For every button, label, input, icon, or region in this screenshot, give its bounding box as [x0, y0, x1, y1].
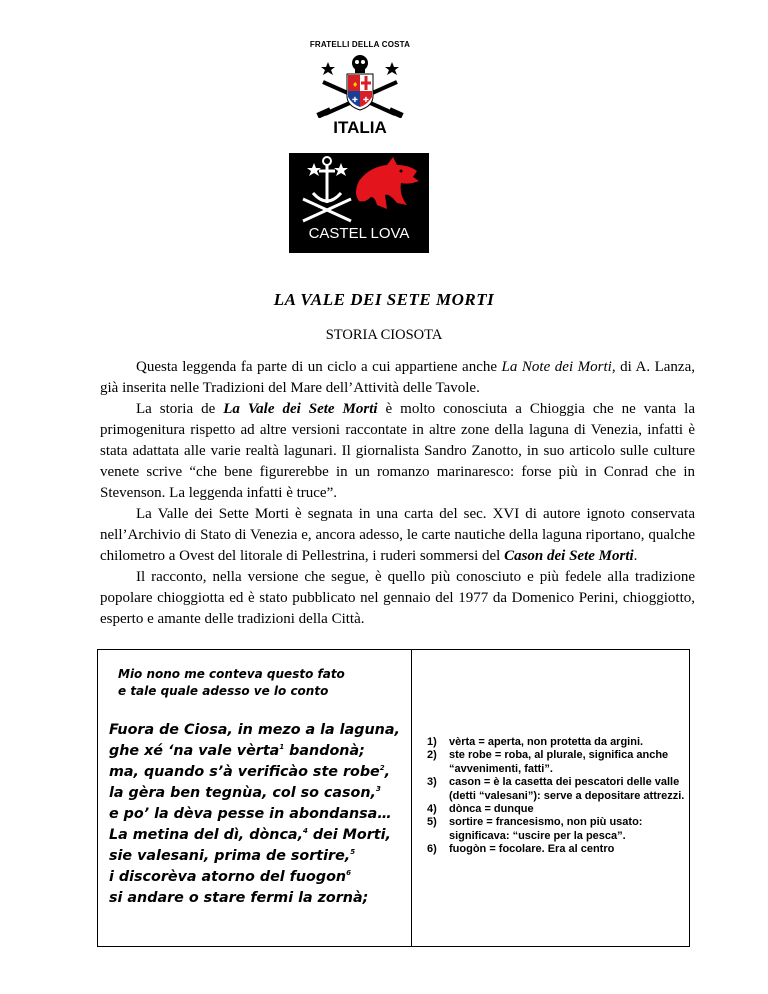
fratelli-della-costa-emblem	[300, 40, 420, 140]
verse-line: sie valesani, prima de sortire,$^5$	[109, 848, 356, 864]
footnote: 6) fuogòn = focolare. Era al centro	[427, 843, 615, 856]
skull-crossed-oars-shield-icon	[315, 52, 405, 118]
paragraph-2: La storia de La Vale dei Sete Morti è molto conosciuta a Chioggia che ne vanta la primogenitura rispetto ad altre versioni raccontate in altre zone della laguna di Venezia, infatti è stata adattata alle varie realtà lagunari. Il giornalista Sandro Zanotto, in suo articolo sulle culture venete scrive “che bene figurerebbe in un romanzo marinaresco: forse più in Conrad che in Stevenson. La leggenda infatti è truce”.	[100, 401, 695, 501]
emblem-header: FRATELLI DELLA COSTA	[309, 40, 411, 49]
verse-line: la gèra ben tegnùa, col so cason,$^3$	[109, 785, 381, 801]
footnote: 5) sortire = francesismo, non più usato: significava: “uscire per la pesca”.	[427, 816, 643, 842]
italic-title: La Vale dei Sete Morti	[223, 401, 378, 417]
story-body	[100, 357, 695, 630]
anchor-and-wolf-icon	[289, 153, 429, 225]
page-subtitle: STORIA CIOSOTA	[325, 327, 443, 343]
verse-line: si andare o stare fermi la zornà;	[109, 890, 369, 906]
verse-line: i discorèva atorno del fuogon$^6$	[109, 869, 351, 885]
castel-lova-emblem	[289, 153, 429, 253]
footnote: 3) cason = è la casetta dei pescatori delle valle (detti “valesani”): serve a depositare attrezzi.	[427, 776, 685, 802]
italic-title: La Note dei Morti	[501, 359, 612, 375]
castel-motto: MAREM SEMPER DEFENDO	[302, 241, 418, 251]
verse-line: ma, quando s’à verificào ste robe$^2$,	[109, 764, 391, 780]
svg-text:✚: ✚	[363, 96, 369, 104]
poem-intro: Mio nono me conteva questo fato e tale quale adesso ve lo conto	[118, 667, 345, 698]
footnote: 4) dònca = dunque	[427, 803, 534, 816]
poem-verses	[109, 720, 409, 909]
emblem-country: ITALIA	[333, 118, 387, 137]
svg-text:♦: ♦	[352, 81, 359, 89]
verse-line: Fuora de Ciosa, in mezo a la laguna,	[109, 722, 400, 738]
footnote: 1) vèrta = aperta, non protetta da argini.	[427, 736, 644, 748]
footnotes	[427, 736, 685, 857]
castel-name: CASTEL LOVA	[308, 225, 410, 242]
column-divider	[411, 650, 412, 946]
footnote: 2) ste robe = roba, al plurale, significa anche “avvenimenti, fatti”.	[427, 749, 669, 775]
svg-text:✚: ✚	[352, 96, 358, 104]
verse-line: La metina del dì, dònca,$^4$ dei Morti,	[109, 827, 391, 843]
verse-line: ghe xé ‘na vale vèrta$^1$ bandonà;	[109, 743, 365, 759]
paragraph-4: Il racconto, nella versione che segue, è quello più conosciuto e più fedele alla tradizione popolare chioggiotta ed è stato pubblicato nel gennaio del 1977 da Domenico Perini, chioggiotto, esperto e amante delle tradizioni della Città.	[100, 569, 695, 627]
poem-table	[97, 649, 690, 947]
page-title: LA VALE DEI SETE MORTI	[273, 290, 495, 309]
italic-title: Cason dei Sete Morti	[504, 548, 634, 564]
paragraph-3: La Valle dei Sette Morti è segnata in una carta del sec. XVI di autore ignoto conservata nell’Archivio di Stato di Venezia e, ancora adesso, le carte nautiche della laguna riportano, qualche chilometro a Ovest del litorale di Pellestrina, i ruderi sommersi del Cason dei Sete Morti.	[100, 506, 695, 564]
paragraph-1: Questa leggenda fa parte di un ciclo a cui appartiene anche La Note dei Morti, di A. Lanza, già inserita nelle Tradizioni del Mare dell’Attività delle Tavole.	[100, 359, 695, 396]
verse-line: e po’ la dèva pesse in abondansa…	[109, 806, 392, 822]
